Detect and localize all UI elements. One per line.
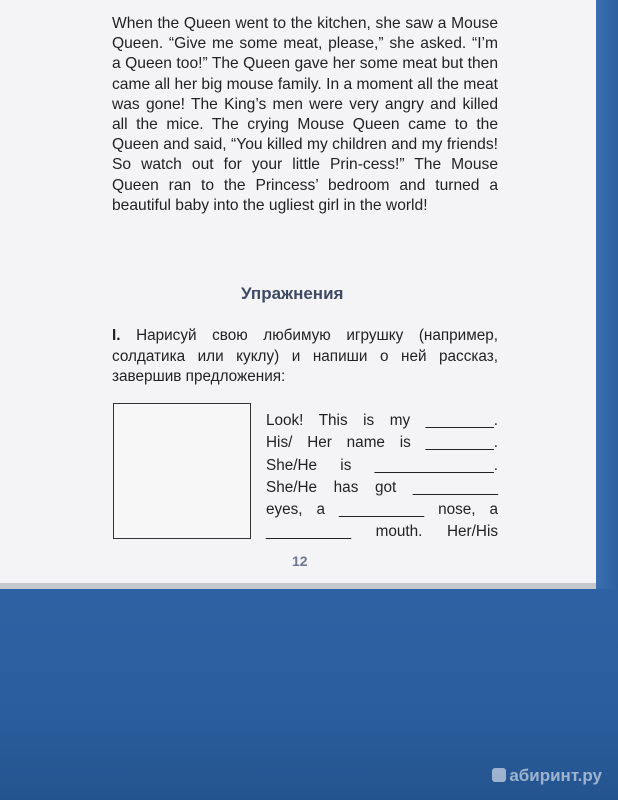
exercise-instruction bbox=[112, 326, 498, 388]
exercise-number: I. bbox=[112, 327, 121, 344]
drawing-box[interactable] bbox=[113, 403, 251, 539]
fill-in-line: __________ mouth. Her/His bbox=[266, 523, 498, 541]
exercise-text: Нарисуй свою любимую игрушку (например, солдатика или куклу) и напиши о ней рассказ, завершив предложения: bbox=[112, 327, 498, 385]
section-title: Упражнения bbox=[241, 284, 344, 303]
fill-in-line: She/He has got __________ bbox=[266, 478, 498, 496]
book-cover-background bbox=[0, 589, 618, 800]
watermark-text: абиринт.ру bbox=[509, 766, 602, 785]
page-number: 12 bbox=[292, 553, 308, 569]
fill-in-line: Look! This is my ________. bbox=[266, 412, 498, 429]
story-paragraph: When the Queen went to the kitchen, she saw a Mouse Queen. “Give me some meat, please,” she asked. “I’m a Queen too!” The Queen gave her some meat but then came all her big mouse family. In a moment all the meat was gone! The King’s men were very angry and killed all the mice. The crying Mouse Queen came to the Queen and said, “You killed my children and my friends! So watch out for your little Prin-cess!” The Mouse Queen ran to the Princess’ bedroom and turned a beautiful baby into the ugliest girl in the world! bbox=[112, 15, 498, 214]
fill-in-line: She/He is ______________. bbox=[266, 456, 498, 474]
fill-in-line: eyes, a __________ nose, a bbox=[266, 501, 498, 519]
fill-in-sentences bbox=[266, 410, 498, 544]
watermark bbox=[492, 766, 602, 786]
cover-edge bbox=[596, 0, 618, 589]
fill-in-line: His/ Her name is ________. bbox=[266, 434, 498, 452]
labirint-logo-icon bbox=[492, 768, 506, 782]
